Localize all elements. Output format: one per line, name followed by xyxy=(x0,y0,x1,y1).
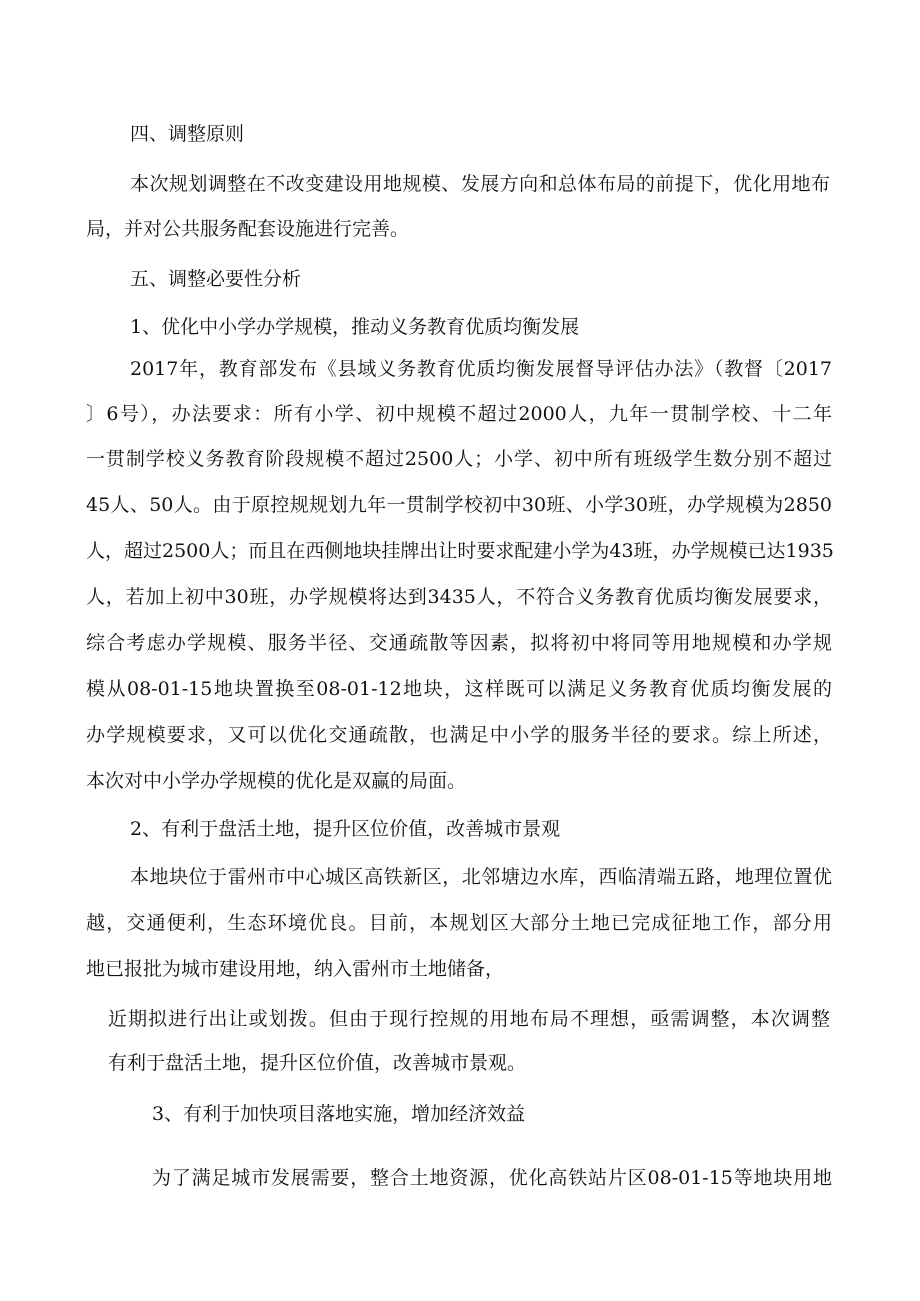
paragraph-1-line-10: 本次对中小学办学规模的优化是双赢的局面。 xyxy=(86,770,467,792)
paragraph-1-line-7: 综合考虑办学规模、服务半径、交通疏散等因素，拟将初中将同等用地规模和办学规 xyxy=(86,632,832,654)
paragraph-3-line-1: 为了满足城市发展需要，整合土地资源，优化高铁站片区08-01-15等地块用地 xyxy=(152,1167,832,1189)
paragraph-1-line-2: 〕6号），办法要求：所有小学、初中规模不超过2000人，九年一贯制学校、十二年 xyxy=(86,403,832,425)
section-heading-four: 四、调整原则 xyxy=(130,123,245,145)
paragraph-2-line-5: 有利于盘活土地，提升区位价值，改善城市景观。 xyxy=(108,1052,527,1074)
subsection-title-2: 2、有利于盘活土地，提升区位价值，改善城市景观 xyxy=(130,818,561,840)
paragraph-2-line-3: 地已报批为城市建设用地，纳入雷州市土地储备， xyxy=(86,958,505,980)
paragraph-1-line-8: 模从08-01-15地块置换至08-01-12地块，这样既可以满足义务教育优质均衡发展的 xyxy=(86,678,832,700)
paragraph-1-line-4: 45人、50人。由于原控规规划九年一贯制学校初中30班、小学30班，办学规模为2850 xyxy=(86,494,832,516)
section-heading-five: 五、调整必要性分析 xyxy=(130,268,302,290)
subsection-title-1: 1、优化中小学办学规模，推动义务教育优质均衡发展 xyxy=(130,316,580,338)
paragraph-1-line-3: 一贯制学校义务教育阶段规模不超过2500人；小学、初中所有班级学生数分别不超过 xyxy=(86,448,832,470)
paragraph-principle-line-1: 本次规划调整在不改变建设用地规模、发展方向和总体布局的前提下，优化用地布 xyxy=(130,173,830,195)
paragraph-1-line-1: 2017年，教育部发布《县域义务教育优质均衡发展督导评估办法》（教督〔2017 xyxy=(130,358,832,380)
paragraph-2-line-4: 近期拟进行出让或划拨。但由于现行控规的用地布局不理想，亟需调整，本次调整 xyxy=(108,1008,830,1030)
paragraph-1-line-9: 办学规模要求，又可以优化交通疏散，也满足中小学的服务半径的要求。综上所述， xyxy=(86,724,832,746)
paragraph-2-line-1: 本地块位于雷州市中心城区高铁新区，北邻塘边水库，西临清端五路，地理位置优 xyxy=(130,866,832,888)
subsection-title-3: 3、有利于加快项目落地实施，增加经济效益 xyxy=(152,1103,526,1125)
paragraph-2-line-2: 越，交通便利，生态环境优良。目前，本规划区大部分土地已完成征地工作，部分用 xyxy=(86,912,832,934)
paragraph-1-line-5: 人，超过2500人；而且在西侧地块挂牌出让时要求配建小学为43班，办学规模已达1935 xyxy=(86,540,834,562)
paragraph-1-line-6: 人，若加上初中30班，办学规模将达到3435人，不符合义务教育优质均衡发展要求， xyxy=(86,586,832,608)
paragraph-principle-line-2: 局，并对公共服务配套设施进行完善。 xyxy=(86,218,410,240)
